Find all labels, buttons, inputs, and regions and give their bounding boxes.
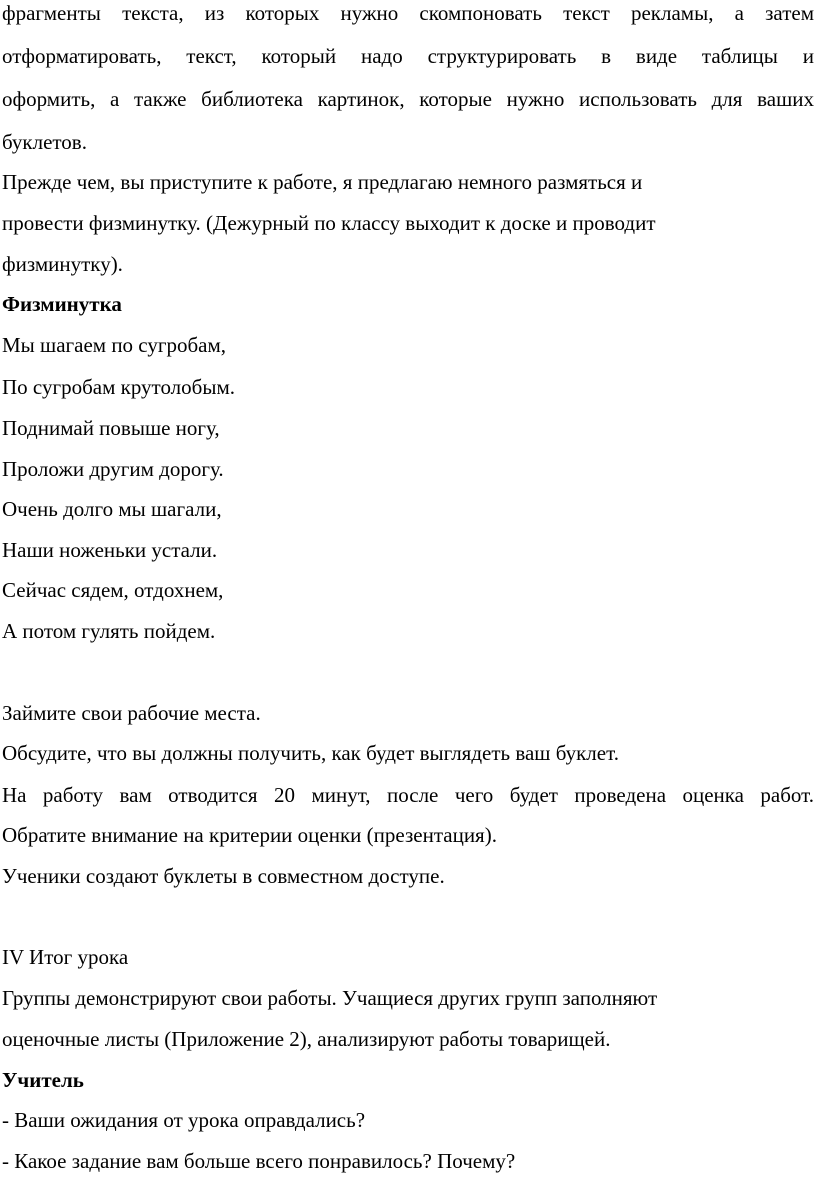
work-line-3: На работу вам отводится 20 минут, после чего будет проведена оценка работ. xyxy=(2,783,814,807)
intro-line-1: фрагменты текста, из которых нужно скомпоновать текст рекламы, а затем xyxy=(2,1,814,25)
poem-line-3: Поднимай повыше ногу, xyxy=(2,416,220,440)
poem-heading: Физминутка xyxy=(2,292,122,316)
teacher-label: Учитель xyxy=(2,1068,84,1092)
poem-line-7: Сейчас сядем, отдохнем, xyxy=(2,578,224,602)
question-line-2: - Какое задание вам больше всего понравилось? Почему? xyxy=(2,1149,516,1173)
summary-heading: IV Итог урока xyxy=(2,945,129,969)
summary-line-1: Группы демонстрируют свои работы. Учащиеся других групп заполняют xyxy=(2,986,658,1010)
poem-line-6: Наши ноженьки устали. xyxy=(2,538,218,562)
work-line-1: Займите свои рабочие места. xyxy=(2,701,261,725)
poem-line-5: Очень долго мы шагали, xyxy=(2,497,222,521)
warmup-line-3: физминутку). xyxy=(2,252,123,276)
question-line-1: - Ваши ожидания от урока оправдались? xyxy=(2,1108,366,1132)
poem-line-8: А потом гулять пойдем. xyxy=(2,619,216,643)
poem-line-4: Проложи другим дорогу. xyxy=(2,457,224,481)
warmup-line-1: Прежде чем, вы приступите к работе, я предлагаю немного размяться и xyxy=(2,170,643,194)
work-line-5: Ученики создают буклеты в совместном доступе. xyxy=(2,864,445,888)
poem-line-1: Мы шагаем по сугробам, xyxy=(2,333,227,357)
poem-line-2: По сугробам крутолобым. xyxy=(2,375,235,399)
intro-line-3: оформить, а также библиотека картинок, которые нужно использовать для ваших xyxy=(2,87,814,111)
work-line-2: Обсудите, что вы должны получить, как будет выглядеть ваш буклет. xyxy=(2,741,619,765)
work-line-4: Обратите внимание на критерии оценки (презентация). xyxy=(2,823,497,847)
intro-line-4: буклетов. xyxy=(2,130,87,154)
warmup-line-2: провести физминутку. (Дежурный по классу выходит к доске и проводит xyxy=(2,211,656,235)
summary-line-2: оценочные листы (Приложение 2), анализируют работы товарищей. xyxy=(2,1027,611,1051)
intro-line-2: отформатировать, текст, который надо структурировать в виде таблицы и xyxy=(2,44,814,68)
